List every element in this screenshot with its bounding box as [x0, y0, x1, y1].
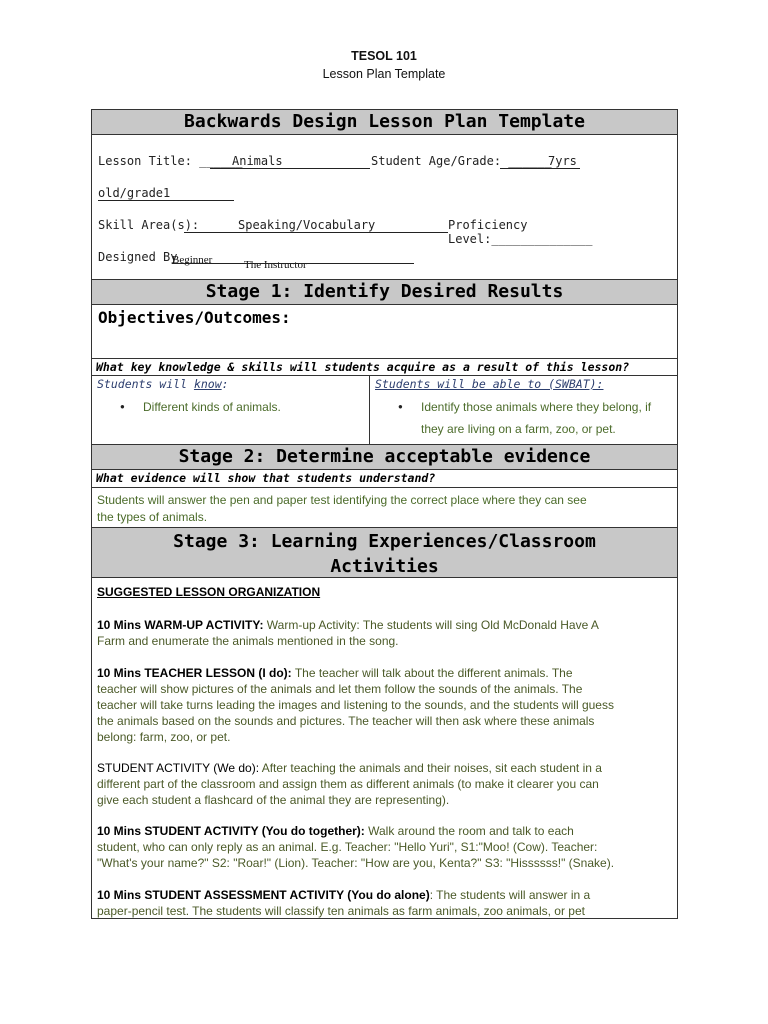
- student-section: [97, 760, 669, 808]
- main-title-band: [92, 109, 677, 135]
- teacher-text-2: teacher will show pictures of the animals and let them follow the sounds of the animals. The: [97, 682, 583, 696]
- swbat-item-2: they are living on a farm, zoo, or pet.: [421, 422, 616, 436]
- stage3-title-2: Activities: [330, 556, 439, 577]
- skill-label: Skill Area(s):: [98, 218, 200, 232]
- stage1-question: What key knowledge & skills will students acquire as a result of this lesson?: [96, 360, 630, 374]
- together-text-1: Walk around the room and talk to each: [368, 824, 574, 838]
- age-cont-underline: [98, 200, 234, 201]
- skill-value: Speaking/Vocabulary: [238, 218, 376, 232]
- swbat-item-1: Identify those animals where they belong, if: [421, 400, 652, 414]
- lesson-plan-table: [91, 109, 678, 919]
- student-text-2: different part of the classroom and assign them as different animals (to make it clearer you can: [97, 777, 599, 791]
- stage1-title: Stage 1: Identify Desired Results: [205, 281, 564, 302]
- know-label-post: :: [221, 377, 229, 391]
- lesson-title-value: Animals: [232, 154, 283, 168]
- course-title: TESOL 101: [351, 49, 417, 63]
- student-text-3: give each student a flashcard of the animal they are representing).: [97, 793, 450, 807]
- warmup-section: [97, 617, 669, 649]
- evidence-line-2: the types of animals.: [97, 510, 208, 524]
- skill-underline: [184, 232, 448, 233]
- stage3-band: [92, 527, 677, 578]
- together-section: [97, 823, 669, 871]
- bullet-icon: ●: [120, 402, 125, 411]
- evidence-divider: [92, 487, 677, 488]
- know-label-word: know: [193, 377, 222, 391]
- stage2-question: What evidence will show that students understand?: [96, 471, 436, 485]
- together-text-3: "What's your name?" S2: "Roar!" (Lion). Teacher: "How are you, Kenta?" S3: "Hissssss!" (Snake).: [97, 856, 615, 870]
- student-head: STUDENT ACTIVITY (We do):: [97, 761, 260, 775]
- bullet-icon: ●: [398, 402, 403, 411]
- assess-head: 10 Mins STUDENT ASSESSMENT ACTIVITY (You do alone): [97, 888, 430, 902]
- assess-text-2: paper-pencil test. The students will classify ten animals as farm animals, zoo animals, or pet: [97, 904, 585, 918]
- age-value: 7yrs: [548, 154, 577, 168]
- teacher-text-4: the animals based on the sounds and pictures. The teacher will then ask where these animals: [97, 714, 595, 728]
- doc-subtitle: Lesson Plan Template: [322, 67, 446, 81]
- swbat-label: Students will be able to (SWBAT):: [375, 377, 604, 391]
- main-title: Backwards Design Lesson Plan Template: [184, 111, 585, 132]
- lesson-title-label: Lesson Title: ______: [98, 154, 243, 168]
- stage1-band: [92, 279, 677, 305]
- stage3-title-1: Stage 3: Learning Experiences/Classroom: [173, 531, 596, 552]
- know-label-pre: Students will: [97, 377, 194, 391]
- lesson-organization-label: SUGGESTED LESSON ORGANIZATION: [97, 585, 321, 599]
- teacher-section: [97, 665, 669, 745]
- proficiency-label: Proficiency Level:______________: [448, 218, 593, 246]
- stage2-title: Stage 2: Determine acceptable evidence: [178, 446, 591, 467]
- teacher-head: 10 Mins TEACHER LESSON (I do):: [97, 666, 292, 680]
- lesson-title-underline: [210, 168, 370, 169]
- age-underline: [500, 168, 580, 169]
- warmup-text-1: Warm-up Activity: The students will sing Old McDonald Have A: [266, 618, 599, 632]
- designed-by-label: Designed By: [98, 250, 178, 264]
- age-label: Student Age/Grade: ______: [371, 154, 552, 168]
- together-head: 10 Mins STUDENT ACTIVITY (You do together):: [97, 824, 365, 838]
- together-text-2: student, who can only reply as an animal. E.g. Teacher: "Hello Yuri", S1:"Moo! (Cow). Teacher:: [97, 840, 598, 854]
- teacher-text-3: teacher will take turns leading the images and listening to the sounds, and the students will guess: [97, 698, 614, 712]
- warmup-text-2: Farm and enumerate the animals mentioned in the song.: [97, 634, 399, 648]
- teacher-text-1: The teacher will talk about the different animals. The: [294, 666, 573, 680]
- objectives-label: Objectives/Outcomes:: [98, 308, 291, 327]
- know-label: [97, 377, 229, 391]
- question-divider: [92, 358, 677, 359]
- column-divider: [369, 375, 370, 444]
- teacher-text-5: belong: farm, zoo, or pet.: [97, 730, 231, 744]
- stage2-band: [92, 444, 677, 470]
- assessment-section: [97, 887, 669, 919]
- assess-text-1: : The students will answer in a: [429, 888, 591, 902]
- know-divider: [92, 375, 677, 376]
- designed-level: Beginner: [172, 254, 213, 266]
- designed-underline: [172, 263, 414, 264]
- designed-name: The Instructor: [244, 259, 307, 271]
- student-text-1: After teaching the animals and their noises, sit each student in a: [261, 761, 602, 775]
- warmup-head: 10 Mins WARM-UP ACTIVITY:: [97, 618, 264, 632]
- evidence-line-1: Students will answer the pen and paper test identifying the correct place where they can see: [97, 493, 587, 507]
- age-continued: old/grade1: [98, 186, 171, 200]
- know-item: Different kinds of animals.: [143, 400, 281, 414]
